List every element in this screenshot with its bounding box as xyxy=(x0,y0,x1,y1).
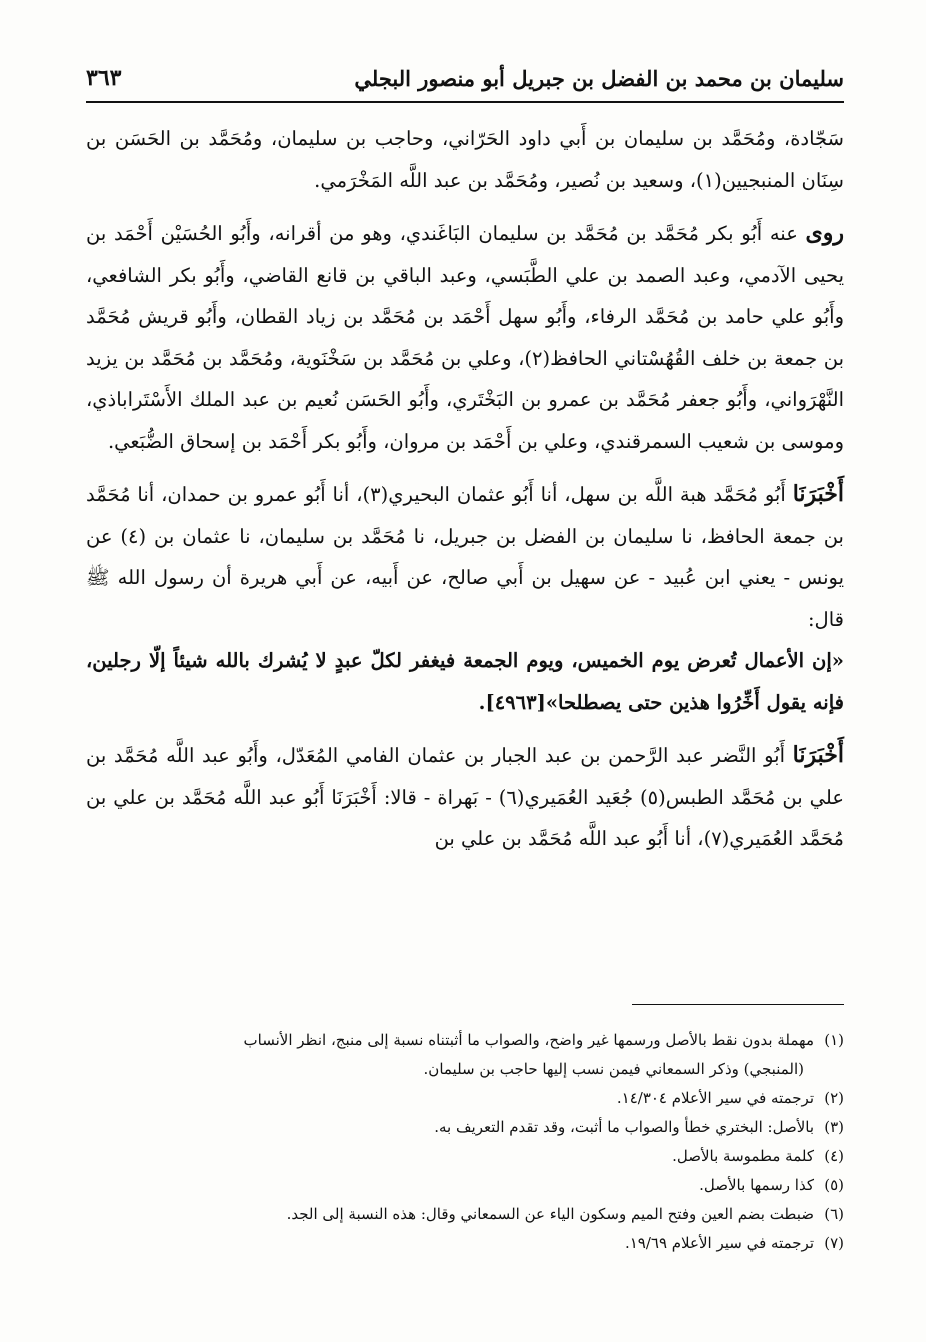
footnote-number: (٣) xyxy=(824,1118,844,1136)
header-rule xyxy=(86,101,844,103)
footnote-3 xyxy=(86,1113,844,1142)
footnote-text: كذا رسمها بالأصل. xyxy=(699,1176,814,1194)
footnote-5 xyxy=(86,1171,844,1200)
paragraph-isnad-2 xyxy=(86,735,844,860)
narrator-keyword: روى xyxy=(805,220,844,246)
hadith-text: «إن الأعمال تُعرض يوم الخميس، ويوم الجمعة فيغفر لكلّ عبدٍ لا يُشرك بالله شيئاً إلّا رجلين، فإنه يقول أَخِّرُوا هذين حتى يصطلحا»[٤٩٦٣]. xyxy=(86,649,844,714)
footnote-text: ترجمته في سير الأعلام ١٤/٣٠٤. xyxy=(616,1089,814,1107)
footnotes xyxy=(86,1026,844,1258)
footnote-number: (٧) xyxy=(824,1234,844,1252)
paragraph-teachers: سَجّادة، ومُحَمَّد بن سليمان بن أَبي داود الحَرّاني، وحاجب بن سليمان، ومُحَمَّد بن الحَسَن بن سِنَان المنبجيين(١)، وسعيد بن نُصير، ومُحَمَّد بن عبد اللَّه المَخْرَمي. xyxy=(86,127,844,192)
footnote-number: (٦) xyxy=(824,1205,844,1223)
footnote-1 xyxy=(86,1026,844,1055)
footnote-text: ترجمته في سير الأعلام ١٩/٦٩. xyxy=(624,1234,814,1252)
narrator-keyword: أَخْبَرَنَا xyxy=(792,481,845,507)
footnote-2 xyxy=(86,1084,844,1113)
paragraph-isnad-2-text: أَبُو النَّضر عبد الرَّحمن بن عبد الجبار بن عثمان الفامي المُعَدّل، وأَبُو عبد اللَّه مُحَمَّد بن علي بن مُحَمَّد الطبس(٥) جُعَيد العُمَيري(٦) - بَهراة - قالا: أَخْبَرَنَا أَبُو عبد اللَّه مُحَمَّد بن علي بن مُحَمَّد العُمَيري(٧)، أنا أَبُو عبد اللَّه مُحَمَّد بن علي بن xyxy=(86,744,844,850)
footnote-number: (١) xyxy=(824,1031,844,1049)
footnote-4 xyxy=(86,1142,844,1171)
footnote-separator xyxy=(632,1004,844,1005)
paragraph-isnad-1 xyxy=(86,474,844,640)
footnote-7 xyxy=(86,1229,844,1258)
running-header xyxy=(86,58,844,98)
footnote-number: (٥) xyxy=(824,1176,844,1194)
footnote-6 xyxy=(86,1200,844,1229)
narrator-keyword: أَخْبَرَنَا xyxy=(792,742,844,768)
footnote-text: ضبطت بضم العين وفتح الميم وسكون الياء عن السمعاني وقال: هذه النسبة إلى الجد. xyxy=(286,1205,814,1223)
main-text xyxy=(86,118,844,860)
footnote-text: مهملة بدون نقط بالأصل ورسمها غير واضح، والصواب ما أثبتناه نسبة إلى منبج، انظر الأنساب xyxy=(243,1031,814,1049)
running-title: سليمان بن محمد بن الفضل بن جبريل أبو منصور البجلي xyxy=(354,65,844,91)
footnote-number: (٢) xyxy=(824,1089,844,1107)
footnote-text: بالأصل: البختري خطأ والصواب ما أثبت، وقد تقدم التعريف به. xyxy=(434,1118,814,1136)
page-number: ٣٦٣ xyxy=(86,65,122,91)
footnote-1-continuation: (المنبجي) وذكر السمعاني فيمن نسب إليها حاجب بن سليمان. xyxy=(423,1060,804,1078)
paragraph-students xyxy=(86,213,844,462)
footnote-text: كلمة مطموسة بالأصل. xyxy=(672,1147,814,1165)
footnote-number: (٤) xyxy=(824,1147,844,1165)
paragraph-isnad-1-text: أَبُو مُحَمَّد هبة اللَّه بن سهل، أنا أَبُو عثمان البحيري(٣)، أنا أَبُو عمرو بن حمدان، أنا مُحَمَّد بن جمعة الحافظ، نا سليمان بن الفضل بن جبريل، نا مُحَمَّد بن سليمان، نا عثمان بن (٤) عن يونس - يعني ابن عُبيد - عن سهيل بن أَبي صالح، عن أَبيه، عن أَبي هريرة أن رسول الله ﷺ قال: xyxy=(86,483,844,631)
paragraph-students-text: عنه أَبُو بكر مُحَمَّد بن مُحَمَّد بن سليمان البَاغَندي، وهو من أقرانه، وأَبُو الحُسَيْن أَحْمَد بن يحيى الآدمي، وعبد الصمد بن علي الطَّبَسي، وعبد الباقي بن قانع القاضي، وأَبُو بكر الشافعي، وأَبُو علي حامد بن مُحَمَّد الرفاء، وأَبُو سهل أَحْمَد بن مُحَمَّد بن زياد القطان، وأَبُو قريش مُحَمَّد بن جمعة بن خلف القُهُسْتاني الحافظ(٢)، وعلي بن مُحَمَّد بن سَخْنَوية، ومُحَمَّد بن مُحَمَّد بن يزيد النَّهْرَواني، وأَبُو جعفر مُحَمَّد بن عمرو بن البَخْتَري، وأَبُو الحَسَن نُعيم بن عبد الملك الأَسْتَراباذي، وموسى بن شعيب السمرقندي، وعلي بن أَحْمَد بن مروان، وأَبُو بكر أَحْمَد بن إسحاق الضُّبَعي. xyxy=(86,222,844,453)
